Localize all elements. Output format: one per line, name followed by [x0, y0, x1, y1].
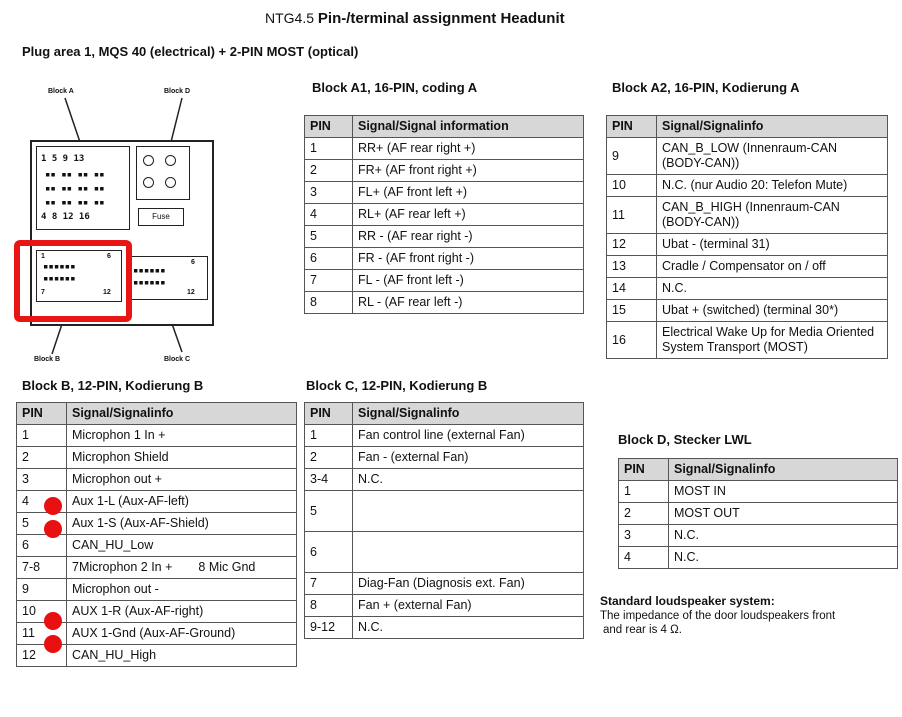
- block-c-pin-twelve: 12: [187, 289, 195, 296]
- label-block-d: Block D: [164, 88, 191, 95]
- pin-cell: 9: [607, 138, 657, 175]
- col-pin: PIN: [17, 403, 67, 425]
- signal-cell: MOST IN: [669, 481, 898, 503]
- table-header-row: [607, 116, 888, 138]
- table-row: [305, 491, 584, 532]
- signal-cell: Cradle / Compensator on / off: [657, 256, 888, 278]
- table-row: [305, 447, 584, 469]
- block-b-pin-row: ▪▪▪▪▪▪: [43, 274, 76, 284]
- signal-cell: RR - (AF rear right -): [353, 226, 584, 248]
- signal-cell: Microphon 1 In +: [67, 425, 297, 447]
- table-row: [305, 425, 584, 447]
- speaker-note-title: Standard loudspeaker system:: [600, 594, 775, 608]
- pin-11-marker: [44, 635, 62, 653]
- pin-cell: 6: [305, 532, 353, 573]
- signal-cell: RL - (AF rear left -): [353, 292, 584, 314]
- table-row: [305, 469, 584, 491]
- signal-cell: Diag-Fan (Diagnosis ext. Fan): [353, 573, 584, 595]
- block-b-pin-seven: 7: [41, 289, 45, 296]
- pin-cell: 10: [17, 601, 67, 623]
- signal-cell: [353, 491, 584, 532]
- col-pin: PIN: [607, 116, 657, 138]
- pin-cell: 3-4: [305, 469, 353, 491]
- table-row: [17, 557, 297, 579]
- pin-4-marker: [44, 497, 62, 515]
- pin-cell: 7: [305, 573, 353, 595]
- pin-cell: 13: [607, 256, 657, 278]
- signal-cell: CAN_B_LOW (Innenraum-CAN (BODY-CAN)): [657, 138, 888, 175]
- block-c-heading: Block C, 12-PIN, Kodierung B: [306, 378, 488, 393]
- signal-cell: FL - (AF front left -): [353, 270, 584, 292]
- speaker-note-line2: and rear is 4 Ω.: [603, 624, 682, 636]
- col-signal: Signal/Signalinfo: [669, 459, 898, 481]
- signal-cell: Aux 1-L (Aux-AF-left): [67, 491, 297, 513]
- signal-cell: Ubat + (switched) (terminal 30*): [657, 300, 888, 322]
- table-row: [619, 503, 898, 525]
- table-row: [619, 481, 898, 503]
- signal-cell: Electrical Wake Up for Media Oriented System Transport (MOST): [657, 322, 888, 359]
- table-header-row: [619, 459, 898, 481]
- connector-diagram: [10, 80, 240, 370]
- speaker-note: [600, 594, 890, 637]
- table-row: [305, 138, 584, 160]
- block-a-pin-row: ▪▪ ▪▪ ▪▪ ▪▪: [45, 184, 105, 194]
- table-row: [305, 595, 584, 617]
- signal-cell: Fan - (external Fan): [353, 447, 584, 469]
- table-row: [305, 226, 584, 248]
- signal-cell: [353, 532, 584, 573]
- signal-cell: [67, 557, 297, 579]
- signal-cell: Microphon out -: [67, 579, 297, 601]
- table-row: [607, 175, 888, 197]
- table-row: [607, 138, 888, 175]
- block-b-heading: Block B, 12-PIN, Kodierung B: [22, 378, 204, 393]
- block-a1-table: [304, 115, 584, 314]
- block-b-pin-six: 6: [107, 253, 111, 260]
- speaker-note-line1: The impedance of the door loudspeakers front: [600, 610, 836, 622]
- table-row: [305, 182, 584, 204]
- pin-cell: 11: [17, 623, 67, 645]
- signal-cell: RL+ (AF rear left +): [353, 204, 584, 226]
- pin-cell: 7: [305, 270, 353, 292]
- pin-10-marker: [44, 612, 62, 630]
- signal-cell: Microphon Shield: [67, 447, 297, 469]
- block-d-area: [136, 146, 190, 200]
- block-a-pin-row: ▪▪ ▪▪ ▪▪ ▪▪: [45, 198, 105, 208]
- pin-cell: 2: [305, 160, 353, 182]
- table-row: [305, 160, 584, 182]
- table-row: [305, 248, 584, 270]
- pin-cell: 16: [607, 322, 657, 359]
- pin-cell: 1: [305, 425, 353, 447]
- signal-cell: FR+ (AF front right +): [353, 160, 584, 182]
- fiber-port-icon: [165, 177, 176, 188]
- pin-cell: 4: [17, 491, 67, 513]
- pin-cell: 2: [619, 503, 669, 525]
- block-b-pin-row: ▪▪▪▪▪▪: [43, 262, 76, 272]
- pin-cell: 15: [607, 300, 657, 322]
- table-row: [305, 270, 584, 292]
- pin-cell: 1: [17, 425, 67, 447]
- col-pin: PIN: [619, 459, 669, 481]
- pin-cell: 5: [305, 491, 353, 532]
- fiber-port-icon: [143, 155, 154, 166]
- signal-cell: AUX 1-Gnd (Aux-AF-Ground): [67, 623, 297, 645]
- signal-cell: RR+ (AF rear right +): [353, 138, 584, 160]
- fiber-port-icon: [143, 177, 154, 188]
- signal-cell: N.C.: [657, 278, 888, 300]
- pin-cell: 4: [619, 547, 669, 569]
- block-c-table: [304, 402, 584, 639]
- table-row: [619, 525, 898, 547]
- pin-cell: 2: [305, 447, 353, 469]
- block-c-pin-six: 6: [191, 259, 195, 266]
- signal-cell: CAN_HU_High: [67, 645, 297, 667]
- plug-area-heading: Plug area 1, MQS 40 (electrical) + 2-PIN MOST (optical): [22, 44, 359, 59]
- table-row: [305, 204, 584, 226]
- pin-cell: 6: [305, 248, 353, 270]
- table-row: [305, 573, 584, 595]
- block-a1-heading: Block A1, 16-PIN, coding A: [312, 80, 478, 95]
- table-row: [619, 547, 898, 569]
- table-header-row: [17, 403, 297, 425]
- signal-text: 7Microphon 2 In +: [72, 560, 173, 574]
- pin-cell: 9-12: [305, 617, 353, 639]
- pin-cell: 1: [619, 481, 669, 503]
- pin-cell: 3: [619, 525, 669, 547]
- block-a-bottom-numbers: 4 8 12 16: [41, 212, 90, 222]
- block-d-table: [618, 458, 898, 569]
- pin-cell: 5: [17, 513, 67, 535]
- table-row: [17, 469, 297, 491]
- signal-extra: 8 Mic Gnd: [198, 560, 256, 574]
- label-block-c: Block C: [164, 356, 191, 363]
- block-b-pin-twelve: 12: [103, 289, 111, 296]
- block-c-area: [126, 256, 208, 300]
- signal-cell: AUX 1-R (Aux-AF-right): [67, 601, 297, 623]
- table-row: [607, 322, 888, 359]
- signal-cell: CAN_HU_Low: [67, 535, 297, 557]
- signal-cell: Ubat - (terminal 31): [657, 234, 888, 256]
- pin-5-marker: [44, 520, 62, 538]
- col-signal: Signal/Signalinfo: [67, 403, 297, 425]
- signal-cell: Fan + (external Fan): [353, 595, 584, 617]
- pin-cell: 10: [607, 175, 657, 197]
- col-pin: PIN: [305, 116, 353, 138]
- block-a2-heading: Block A2, 16-PIN, Kodierung A: [612, 80, 800, 95]
- pin-cell: 8: [305, 292, 353, 314]
- title-main: Pin-/terminal assignment Headunit: [317, 10, 565, 27]
- pin-cell: 7-8: [17, 557, 67, 579]
- signal-cell: N.C. (nur Audio 20: Telefon Mute): [657, 175, 888, 197]
- table-row: [17, 425, 297, 447]
- table-row: [607, 197, 888, 234]
- table-row: [607, 234, 888, 256]
- pin-cell: 8: [305, 595, 353, 617]
- label-block-a: Block A: [48, 88, 74, 95]
- signal-cell: CAN_B_HIGH (Innenraum-CAN (BODY-CAN)): [657, 197, 888, 234]
- pin-cell: 2: [17, 447, 67, 469]
- signal-cell: Microphon out +: [67, 469, 297, 491]
- table-row: [305, 532, 584, 573]
- col-signal: Signal/Signalinfo: [353, 403, 584, 425]
- signal-cell: Fan control line (external Fan): [353, 425, 584, 447]
- table-header-row: [305, 403, 584, 425]
- pin-cell: 6: [17, 535, 67, 557]
- pin-cell: 12: [17, 645, 67, 667]
- signal-cell: N.C.: [353, 469, 584, 491]
- table-header-row: [305, 116, 584, 138]
- pin-cell: 3: [305, 182, 353, 204]
- table-row: [607, 300, 888, 322]
- fiber-port-icon: [165, 155, 176, 166]
- col-signal: Signal/Signalinfo: [657, 116, 888, 138]
- block-c-pin-row: ▪▪▪▪▪▪: [133, 266, 166, 276]
- col-signal: Signal/Signal information: [353, 116, 584, 138]
- pin-cell: 5: [305, 226, 353, 248]
- pin-cell: 3: [17, 469, 67, 491]
- block-c-pin-row: ▪▪▪▪▪▪: [133, 278, 166, 288]
- signal-cell: N.C.: [669, 547, 898, 569]
- fuse-slot: Fuse: [138, 208, 184, 226]
- table-row: [305, 292, 584, 314]
- pin-cell: 4: [305, 204, 353, 226]
- table-row: [17, 535, 297, 557]
- block-b-pin-first: 1: [41, 253, 45, 260]
- pin-cell: 12: [607, 234, 657, 256]
- signal-cell: Aux 1-S (Aux-AF-Shield): [67, 513, 297, 535]
- block-b-highlight: [14, 240, 132, 322]
- pin-cell: 11: [607, 197, 657, 234]
- block-a2-table: [606, 115, 888, 359]
- table-row: [305, 617, 584, 639]
- table-row: [607, 278, 888, 300]
- signal-cell: FL+ (AF front left +): [353, 182, 584, 204]
- page-title: [265, 10, 565, 27]
- block-a-area: [36, 146, 130, 230]
- pin-cell: 9: [17, 579, 67, 601]
- label-block-b: Block B: [34, 356, 61, 363]
- table-row: [17, 447, 297, 469]
- col-pin: PIN: [305, 403, 353, 425]
- pin-cell: 1: [305, 138, 353, 160]
- table-row: [607, 256, 888, 278]
- signal-cell: MOST OUT: [669, 503, 898, 525]
- block-d-heading: Block D, Stecker LWL: [618, 432, 752, 447]
- block-a-pin-row: ▪▪ ▪▪ ▪▪ ▪▪: [45, 170, 105, 180]
- signal-cell: N.C.: [353, 617, 584, 639]
- title-prefix: NTG4.5: [265, 10, 315, 26]
- signal-cell: FR - (AF front right -): [353, 248, 584, 270]
- signal-cell: N.C.: [669, 525, 898, 547]
- table-row: [17, 579, 297, 601]
- pin-cell: 14: [607, 278, 657, 300]
- block-a-top-numbers: 1 5 9 13: [41, 154, 85, 164]
